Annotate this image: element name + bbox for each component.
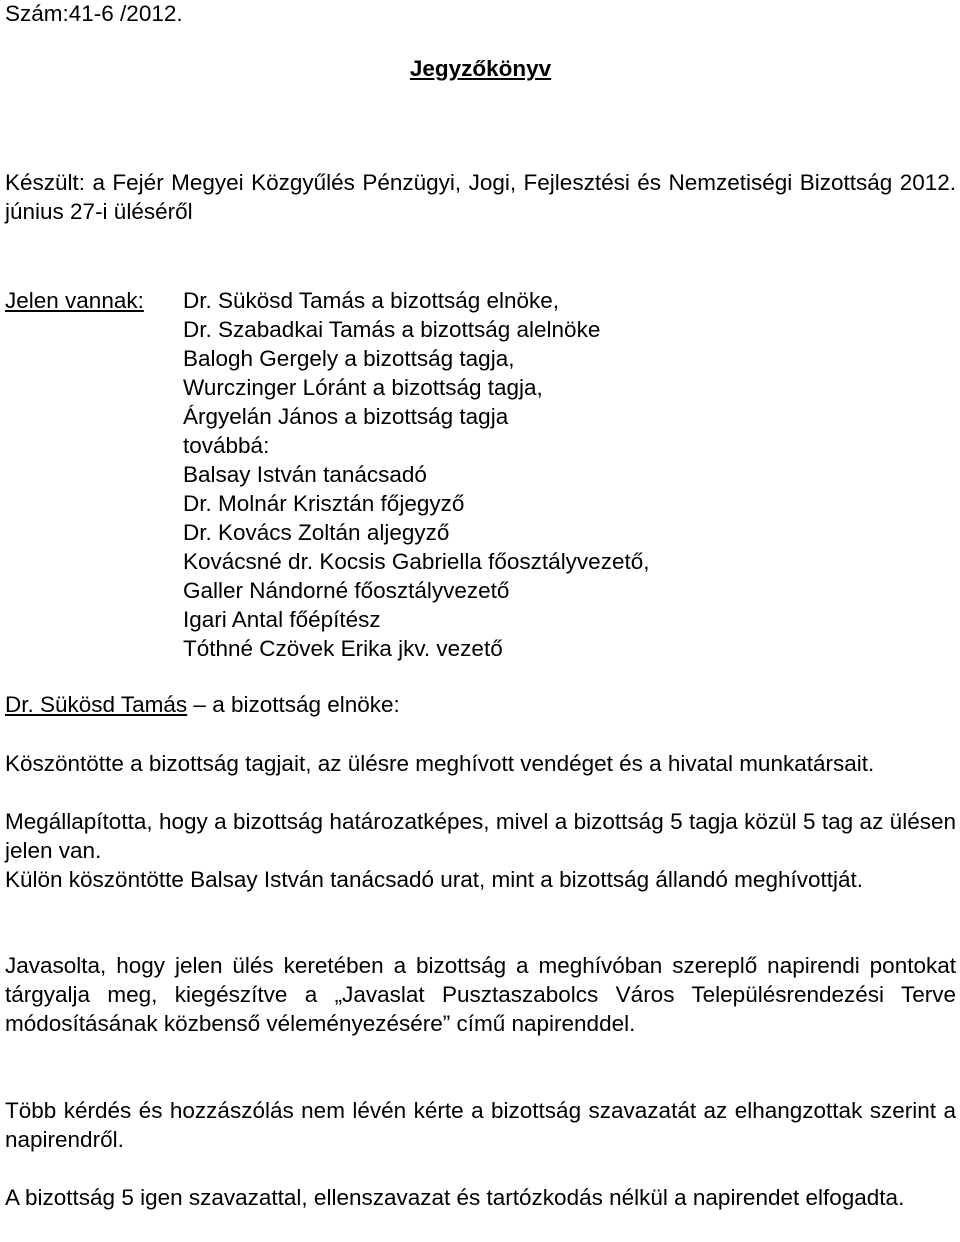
agenda-proposal-paragraph: Javasolta, hogy jelen ülés keretében a bizottság a meghívóban szereplő napirendi pontokat tárgyalja meg, kiegészítve a „Javaslat Pusztaszabolcs Város Településrendezési Terve módosításának közbenső véleményezésére” című napirenddel. [5,953,956,1036]
attendee-item: Kovácsné dr. Kocsis Gabriella főosztályvezető, [183,549,650,574]
attendee-item: Galler Nándorné főosztályvezető [183,578,510,603]
attendee-item: Dr. Kovács Zoltán aljegyző [183,520,450,545]
attendee-item: Árgyelán János a bizottság tagja [183,404,509,429]
attendee-item: Wurczinger Lóránt a bizottság tagja, [183,375,543,400]
quorum-paragraph: Megállapította, hogy a bizottság határozatképes, mivel a bizottság 5 tagja közül 5 tag az ülésen jelen van. [5,809,956,863]
attendee-item: továbbá: [183,433,270,458]
welcome-paragraph: Külön köszöntötte Balsay István tanácsadó urat, mint a bizottság állandó meghívottját. [5,867,863,892]
attendee-list [183,287,649,664]
attendee-item: Igari Antal főépítész [183,607,381,632]
intro-paragraph: Készült: a Fejér Megyei Közgyűlés Pénzügyi, Jogi, Fejlesztési és Nemzetiségi Bizottság 2012. június 27-i üléséről [5,170,956,224]
chair-name: Dr. Sükösd Tamás [5,692,188,717]
attendee-item: Dr. Sükösd Tamás a bizottság elnöke, [183,288,560,313]
attendee-item: Dr. Molnár Krisztán főjegyző [183,491,465,516]
reference-number: Szám:41-6 /2012. [5,1,183,26]
vote-request-paragraph: Több kérdés és hozzászólás nem lévén kérte a bizottság szavazatát az elhangzottak szerint a napirendről. [5,1098,956,1152]
present-label: Jelen vannak: [5,288,144,313]
vote-result-paragraph: A bizottság 5 igen szavazattal, ellenszavazat és tartózkodás nélkül a napirendet elfogadta. [5,1185,905,1210]
chair-role: – a bizottság elnöke: [187,692,400,717]
attendee-item: Balogh Gergely a bizottság tagja, [183,346,515,371]
chair-heading [5,691,400,720]
attendee-item: Balsay István tanácsadó [183,462,427,487]
greeting-paragraph: Köszöntötte a bizottság tagjait, az ülésre meghívott vendéget és a hivatal munkatársait. [5,751,875,776]
attendee-item: Tóthné Czövek Erika jkv. vezető [183,636,503,661]
document-title: Jegyzőkönyv [409,56,552,81]
attendee-item: Dr. Szabadkai Tamás a bizottság alelnöke [183,317,601,342]
